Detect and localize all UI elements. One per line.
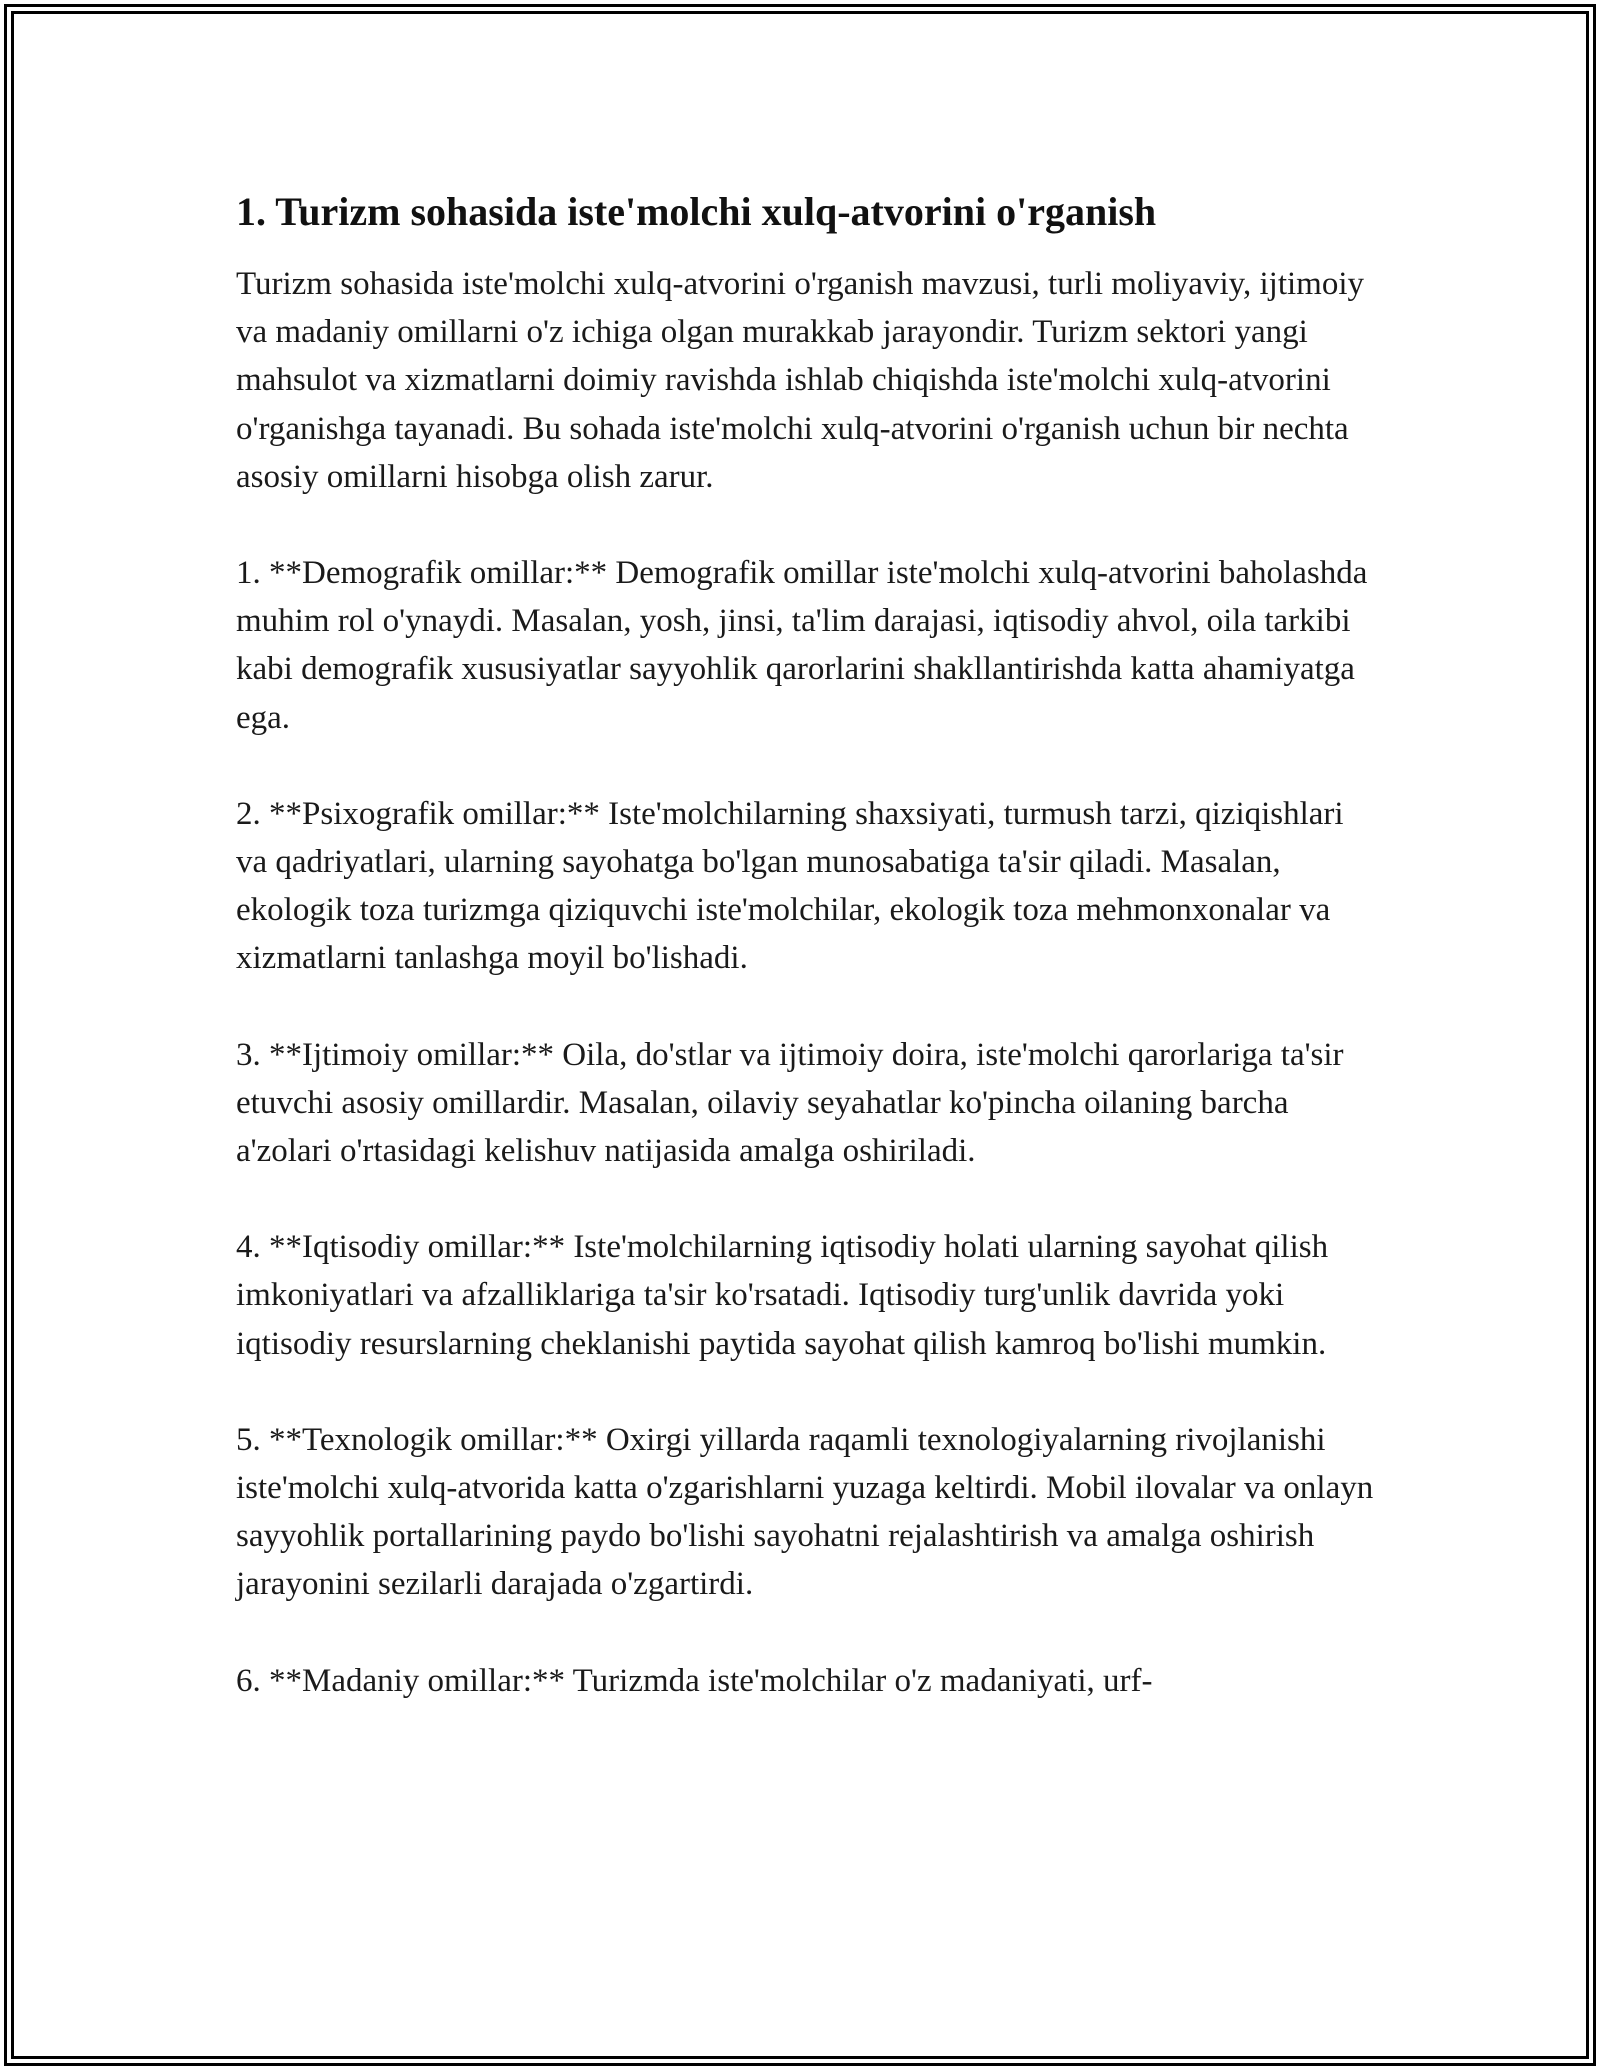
paragraph-iqtisodiy-omillar: 4. **Iqtisodiy omillar:** Iste'molchilarning iqtisodiy holati ularning sayohat qilish imkoniyatlari va afzalliklariga ta'sir ko'rsatadi. Iqtisodiy turg'unlik davrida yoki iqtisodiy resurslarning cheklanishi paytida sayohat qilish kamroq bo'lishi mumkin. [236,1229,1329,1362]
paragraph-madaniy-omillar: 6. **Madaniy omillar:** Turizmda iste'molchilar o'z madaniyati, urf- [236,1662,1153,1699]
section-heading: 1. Turizm sohasida iste'molchi xulq-atvorini o'rganish [236,189,1157,234]
paragraph-demografik-omillar: 1. **Demografik omillar:** Demografik omillar iste'molchi xulq-atvorini baholashda muhim rol o'ynaydi. Masalan, yosh, jinsi, ta'lim darajasi, iqtisodiy ahvol, oila tarkibi kabi demografik xususiyatlar sayyohlik qarorlarini shakllantirishda katta ahamiyatga ega. [236,555,1368,736]
paragraph-ijtimoiy-omillar: 3. **Ijtimoiy omillar:** Oila, do'stlar va ijtimoiy doira, iste'molchi qarorlariga ta'sir etuvchi asosiy omillardir. Masalan, oilaviy seyahatlar ko'pincha oilaning barcha a'zolari o'rtasidagi kelishuv natijasida amalga oshiriladi. [236,1036,1344,1170]
paragraph-psixografik-omillar: 2. **Psixografik omillar:** Iste'molchilarning shaxsiyati, turmush tarzi, qiziqishlari va qadriyatlari, ularning sayohatga bo'lgan munosabatiga ta'sir qiladi. Masalan, ekologik toza turizmga qiziquvchi iste'molchilar, ekologik toza mehmonxonalar va xizmatlarni tanlashga moyil bo'lishadi. [236,795,1344,977]
intro-paragraph: Turizm sohasida iste'molchi xulq-atvorini o'rganish mavzusi, turli moliyaviy, ijtimoiy va madaniy omillarni o'z ichiga olgan murakkab jarayondir. Turizm sektori yangi mahsulot va xizmatlarni doimiy ravishda ishlab chiqishda iste'molchi xulq-atvorini o'rganishga tayanadi. Bu sohada iste'molchi xulq-atvorini o'rganish uchun bir nechta asosiy omillarni hisobga olish zarur. [236,266,1364,495]
paragraph-texnologik-omillar: 5. **Texnologik omillar:** Oxirgi yillarda raqamli texnologiyalarning rivojlanishi iste'molchi xulq-atvorida katta o'zgarishlarni yuzaga keltirdi. Mobil ilovalar va onlayn sayyohlik portallarining paydo bo'lishi sayohatni rejalashtirish va amalga oshirish jarayonini sezilarli darajada o'zgartirdi. [236,1421,1374,1603]
document-body [236,186,1376,1705]
